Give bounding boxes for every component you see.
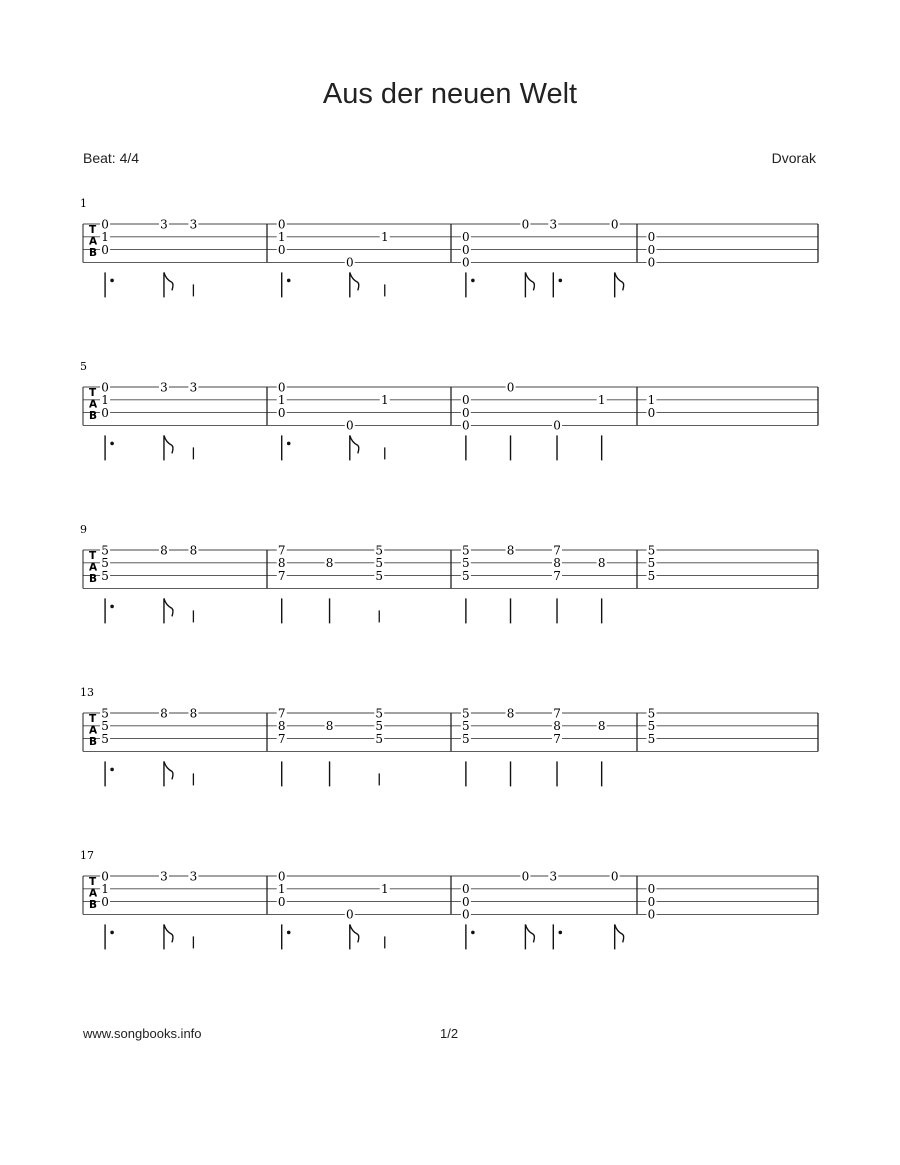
footer-website[interactable]: www.songbooks.info — [83, 1026, 202, 1041]
fret-number: 0 — [277, 217, 286, 232]
fret-number: 7 — [277, 706, 286, 721]
fret-number: 8 — [160, 706, 168, 721]
rhythm-dot — [559, 931, 563, 935]
fret-number: 0 — [647, 894, 656, 909]
fret-number: 7 — [553, 706, 561, 721]
fret-number: 0 — [345, 255, 354, 270]
tab-system — [80, 360, 818, 460]
tab-system — [80, 197, 818, 297]
fret-number: 5 — [101, 719, 109, 734]
tab-clef-letter: A — [89, 887, 98, 900]
fret-number: 3 — [189, 217, 198, 232]
rhythm-dot — [471, 279, 475, 283]
fret-number: 1 — [380, 882, 389, 897]
fret-number: 1 — [380, 393, 389, 408]
tab-clef-letter: T — [89, 713, 97, 725]
fret-number: 0 — [277, 405, 286, 420]
fret-number: 7 — [553, 731, 561, 746]
fret-number: 0 — [647, 907, 656, 922]
measure-number: 17 — [80, 849, 94, 862]
fret-number: 5 — [101, 556, 109, 571]
fret-number: 8 — [597, 719, 606, 734]
fret-number: 8 — [189, 706, 198, 721]
fret-number: 1 — [277, 882, 286, 897]
fret-number: 8 — [553, 556, 561, 571]
rhythm-dot — [287, 279, 291, 283]
fret-number: 0 — [521, 217, 530, 232]
fret-number: 5 — [375, 706, 384, 721]
rhythm-dot — [287, 442, 291, 446]
fret-number: 5 — [101, 731, 109, 746]
fret-number: 0 — [462, 230, 470, 245]
rhythm-flag — [615, 272, 624, 290]
fret-number: 1 — [101, 882, 109, 897]
rhythm-flag — [164, 435, 173, 453]
fret-number: 1 — [101, 393, 109, 408]
fret-number: 0 — [647, 405, 656, 420]
fret-number: 3 — [549, 217, 558, 232]
tab-system — [80, 686, 818, 786]
fret-number: 0 — [462, 405, 470, 420]
tab-clef-letter: T — [89, 550, 97, 562]
fret-number: 0 — [101, 894, 109, 909]
tab-clef-letter: T — [89, 387, 97, 399]
rhythm-flag — [615, 924, 624, 942]
fret-number: 8 — [325, 556, 334, 571]
tab-clef-letter: T — [89, 224, 97, 236]
fret-number: 3 — [189, 380, 198, 395]
fret-number: 5 — [462, 543, 470, 558]
fret-number: 7 — [277, 731, 286, 746]
fret-number: 0 — [101, 380, 109, 395]
fret-number: 0 — [462, 255, 470, 270]
fret-number: 5 — [647, 543, 656, 558]
rhythm-flag — [525, 924, 534, 942]
rhythm-dot — [110, 931, 114, 935]
fret-number: 5 — [375, 543, 384, 558]
fret-number: 3 — [160, 217, 168, 232]
rhythm-dot — [287, 931, 291, 935]
rhythm-flag — [164, 272, 173, 290]
fret-number: 0 — [462, 882, 470, 897]
rhythm-flag — [525, 272, 534, 290]
fret-number: 1 — [380, 230, 389, 245]
fret-number: 0 — [647, 882, 656, 897]
fret-number: 5 — [462, 556, 470, 571]
fret-number: 7 — [277, 543, 286, 558]
footer-page-number: 1/2 — [440, 1026, 459, 1041]
fret-number: 5 — [647, 731, 656, 746]
fret-number: 3 — [160, 869, 168, 884]
fret-number: 0 — [101, 217, 109, 232]
fret-number: 0 — [277, 869, 286, 884]
fret-number: 1 — [101, 230, 109, 245]
fret-number: 0 — [553, 418, 561, 433]
fret-number: 5 — [462, 731, 470, 746]
fret-number: 0 — [610, 869, 619, 884]
tab-clef-letter: A — [89, 235, 98, 248]
fret-number: 8 — [325, 719, 334, 734]
measure-number: 13 — [80, 686, 94, 699]
fret-number: 8 — [506, 706, 515, 721]
tab-clef-letter: B — [89, 573, 98, 585]
time-signature-label: Beat: 4/4 — [83, 150, 140, 166]
fret-number: 0 — [277, 242, 286, 257]
fret-number: 0 — [277, 894, 286, 909]
fret-number: 8 — [160, 543, 168, 558]
fret-number: 0 — [506, 380, 515, 395]
fret-number: 5 — [647, 556, 656, 571]
fret-number: 0 — [101, 242, 109, 257]
fret-number: 0 — [101, 869, 109, 884]
rhythm-flag — [350, 272, 359, 290]
measure-number: 5 — [80, 360, 87, 373]
fret-number: 5 — [462, 706, 470, 721]
fret-number: 3 — [160, 380, 168, 395]
fret-number: 5 — [101, 543, 109, 558]
fret-number: 7 — [277, 568, 286, 583]
fret-number: 0 — [462, 418, 470, 433]
rhythm-dot — [110, 442, 114, 446]
tab-clef-letter: A — [89, 724, 98, 737]
tab-clef-letter: B — [89, 736, 98, 748]
tab-system — [80, 523, 818, 623]
rhythm-dot — [110, 768, 114, 772]
fret-number: 0 — [462, 894, 470, 909]
fret-number: 5 — [375, 568, 384, 583]
rhythm-dot — [471, 931, 475, 935]
fret-number: 5 — [647, 706, 656, 721]
rhythm-dot — [110, 605, 114, 609]
fret-number: 5 — [101, 706, 109, 721]
tab-clef-letter: T — [89, 876, 97, 888]
fret-number: 7 — [553, 568, 561, 583]
fret-number: 5 — [375, 731, 384, 746]
fret-number: 3 — [189, 869, 198, 884]
rhythm-flag — [350, 924, 359, 942]
song-title: Aus der neuen Welt — [322, 78, 578, 110]
fret-number: 0 — [345, 907, 354, 922]
rhythm-dot — [559, 279, 563, 283]
fret-number: 0 — [647, 230, 656, 245]
fret-number: 8 — [277, 719, 286, 734]
fret-number: 8 — [277, 556, 286, 571]
fret-number: 1 — [647, 393, 656, 408]
fret-number: 1 — [277, 393, 286, 408]
fret-number: 5 — [375, 556, 384, 571]
fret-number: 8 — [506, 543, 515, 558]
fret-number: 0 — [462, 907, 470, 922]
fret-number: 8 — [189, 543, 198, 558]
rhythm-flag — [350, 435, 359, 453]
fret-number: 5 — [375, 719, 384, 734]
fret-number: 0 — [277, 380, 286, 395]
fret-number: 5 — [462, 719, 470, 734]
fret-number: 0 — [647, 255, 656, 270]
fret-number: 5 — [647, 719, 656, 734]
fret-number: 5 — [462, 568, 470, 583]
fret-number: 1 — [277, 230, 286, 245]
fret-number: 5 — [647, 568, 656, 583]
rhythm-flag — [164, 924, 173, 942]
rhythm-flag — [164, 761, 173, 779]
tab-clef-letter: B — [89, 247, 98, 259]
fret-number: 0 — [101, 405, 109, 420]
fret-number: 0 — [521, 869, 530, 884]
fret-number: 0 — [462, 393, 470, 408]
fret-number: 5 — [101, 568, 109, 583]
fret-number: 0 — [462, 242, 470, 257]
tab-system — [80, 849, 818, 949]
measure-number: 9 — [80, 523, 87, 536]
rhythm-dot — [110, 279, 114, 283]
tab-clef-letter: A — [89, 561, 98, 574]
fret-number: 8 — [597, 556, 606, 571]
fret-number: 3 — [549, 869, 558, 884]
tab-clef-letter: A — [89, 398, 98, 411]
composer-name: Dvorak — [771, 150, 816, 166]
fret-number: 0 — [345, 418, 354, 433]
fret-number: 1 — [597, 393, 606, 408]
rhythm-flag — [164, 598, 173, 616]
fret-number: 8 — [553, 719, 561, 734]
fret-number: 0 — [610, 217, 619, 232]
measure-number: 1 — [80, 197, 87, 210]
tab-clef-letter: B — [89, 410, 98, 422]
fret-number: 7 — [553, 543, 561, 558]
tab-clef-letter: B — [89, 899, 98, 911]
fret-number: 0 — [647, 242, 656, 257]
